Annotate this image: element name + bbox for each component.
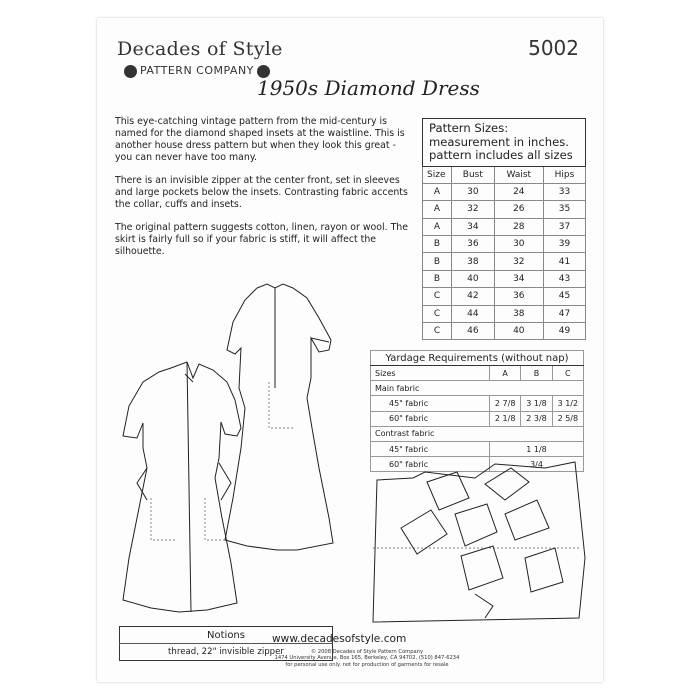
notions-text: thread, 22" invisible zipper: [168, 647, 284, 657]
measurement-cell: 32: [452, 201, 495, 218]
measurement-cell: 26: [494, 201, 543, 218]
measurement-cell: 32: [494, 253, 543, 270]
sizes-heading-line: Pattern Sizes:: [429, 121, 509, 135]
measurement-cell: 45: [543, 288, 585, 305]
measurement-cell: 49: [543, 323, 585, 340]
description-paragraph: The original pattern suggests cotton, linen, rayon or wool. The skirt is fairly full so if your fabric is stiff, it will affect the silhouette.: [115, 222, 409, 257]
size-cell: B: [423, 270, 452, 287]
measurement-cell: 34: [494, 270, 543, 287]
description-paragraph: This eye-catching vintage pattern from the mid-century is named for the diamond shaped insets at the waistline. This is another house dress pattern but when they look this great - you can never have too many.: [115, 116, 405, 163]
fabric-width: 60" fabric: [371, 411, 490, 426]
copyright-block: [262, 649, 472, 668]
yardage-header-row: [371, 366, 584, 381]
size-cell: C: [423, 323, 452, 340]
brand-logo-name: Decades of Style: [117, 38, 283, 60]
fabric-group-label: Contrast fabric: [371, 426, 584, 441]
yardage-value: 2 7/8: [490, 396, 521, 411]
table-row: [423, 236, 586, 253]
measurement-cell: 46: [452, 323, 495, 340]
sizes-heading: [423, 119, 586, 167]
size-cell: A: [423, 201, 452, 218]
table-row: [423, 201, 586, 218]
table-row: [371, 411, 584, 426]
pattern-layout-diagram: [365, 458, 589, 626]
column-header: Bust: [452, 166, 495, 183]
size-cell: C: [423, 288, 452, 305]
yardage-value: 3 1/8: [521, 396, 552, 411]
size-cell: B: [423, 236, 452, 253]
pattern-number: 5002: [528, 36, 579, 60]
description: [115, 116, 415, 269]
copyright-line: 1474 University Avenue, Box 165, Berkeley, CA 94702, (510) 847-6234: [274, 655, 460, 662]
size-cell: B: [423, 253, 452, 270]
measurement-cell: 24: [494, 183, 543, 200]
size-cell: A: [423, 183, 452, 200]
copyright-line: for personal use only. not for production of garments for resale: [285, 661, 449, 668]
measurement-cell: 41: [543, 253, 585, 270]
measurement-cell: 33: [543, 183, 585, 200]
sizes-heading-line: measurement in inches.: [429, 134, 569, 149]
table-row: [423, 183, 586, 200]
measurement-cell: 40: [494, 323, 543, 340]
measurement-cell: 37: [543, 218, 585, 235]
measurement-cell: 39: [543, 236, 585, 253]
table-row: [423, 323, 586, 340]
measurement-cell: 38: [494, 305, 543, 322]
measurement-cell: 34: [452, 218, 495, 235]
yardage-table: [370, 350, 584, 472]
yardage-value: 3 1/2: [552, 396, 583, 411]
fabric-group-label: Main fabric: [371, 381, 584, 396]
table-row: [371, 396, 584, 411]
size-cell: A: [423, 218, 452, 235]
column-header: C: [552, 366, 583, 381]
notions-heading: Notions: [120, 627, 333, 644]
table-row: [371, 441, 584, 456]
website-link[interactable]: www.decadesofstyle.com: [272, 633, 407, 645]
pattern-title: 1950s Diamond Dress: [257, 76, 480, 100]
column-header: Waist: [494, 166, 543, 183]
dress-back-view: [225, 284, 333, 550]
column-header: B: [521, 366, 552, 381]
brand-company-label: PATTERN COMPANY: [140, 64, 254, 77]
fabric-width: 60" fabric: [371, 457, 490, 472]
sizes-header-row: [423, 166, 586, 183]
size-cell: C: [423, 305, 452, 322]
dress-illustration: [107, 278, 347, 623]
yardage-heading: Yardage Requirements (without nap): [371, 351, 584, 366]
yardage-value: 1 1/8: [490, 441, 584, 456]
measurement-cell: 44: [452, 305, 495, 322]
fabric-width: 45" fabric: [371, 396, 490, 411]
yardage-value: 2 5/8: [552, 411, 583, 426]
column-header: Sizes: [371, 366, 490, 381]
pattern-envelope-back: [97, 18, 603, 682]
brand-logo-company: [121, 64, 273, 78]
table-row: [423, 218, 586, 235]
measurement-cell: 35: [543, 201, 585, 218]
copyright-line: © 2008 Decades of Style Pattern Company: [310, 649, 424, 655]
measurement-cell: 30: [494, 236, 543, 253]
measurement-cell: 36: [494, 288, 543, 305]
logo-emblem-icon: [124, 65, 137, 78]
measurement-cell: 38: [452, 253, 495, 270]
table-row: [423, 288, 586, 305]
measurement-cell: 42: [452, 288, 495, 305]
column-header: Size: [423, 166, 452, 183]
table-row: [423, 253, 586, 270]
measurement-cell: 28: [494, 218, 543, 235]
yardage-value: 2 1/8: [490, 411, 521, 426]
fabric-width: 45" fabric: [371, 441, 490, 456]
measurement-cell: 30: [452, 183, 495, 200]
measurement-cell: 47: [543, 305, 585, 322]
measurement-cell: 36: [452, 236, 495, 253]
sizes-heading-line: pattern includes all sizes: [429, 148, 573, 162]
column-header: Hips: [543, 166, 585, 183]
dress-front-view: [123, 362, 241, 612]
column-header: A: [490, 366, 521, 381]
yardage-value: 3/4: [490, 457, 584, 472]
table-row: [423, 270, 586, 287]
yardage-value: 2 3/8: [521, 411, 552, 426]
measurement-cell: 43: [543, 270, 585, 287]
table-row: [423, 305, 586, 322]
description-paragraph: There is an invisible zipper at the center front, set in sleeves and large pockets below the insets. Contrasting fabric accents the collar, cuffs and insets.: [115, 175, 408, 210]
pattern-sizes-table: [422, 118, 586, 340]
measurement-cell: 40: [452, 270, 495, 287]
